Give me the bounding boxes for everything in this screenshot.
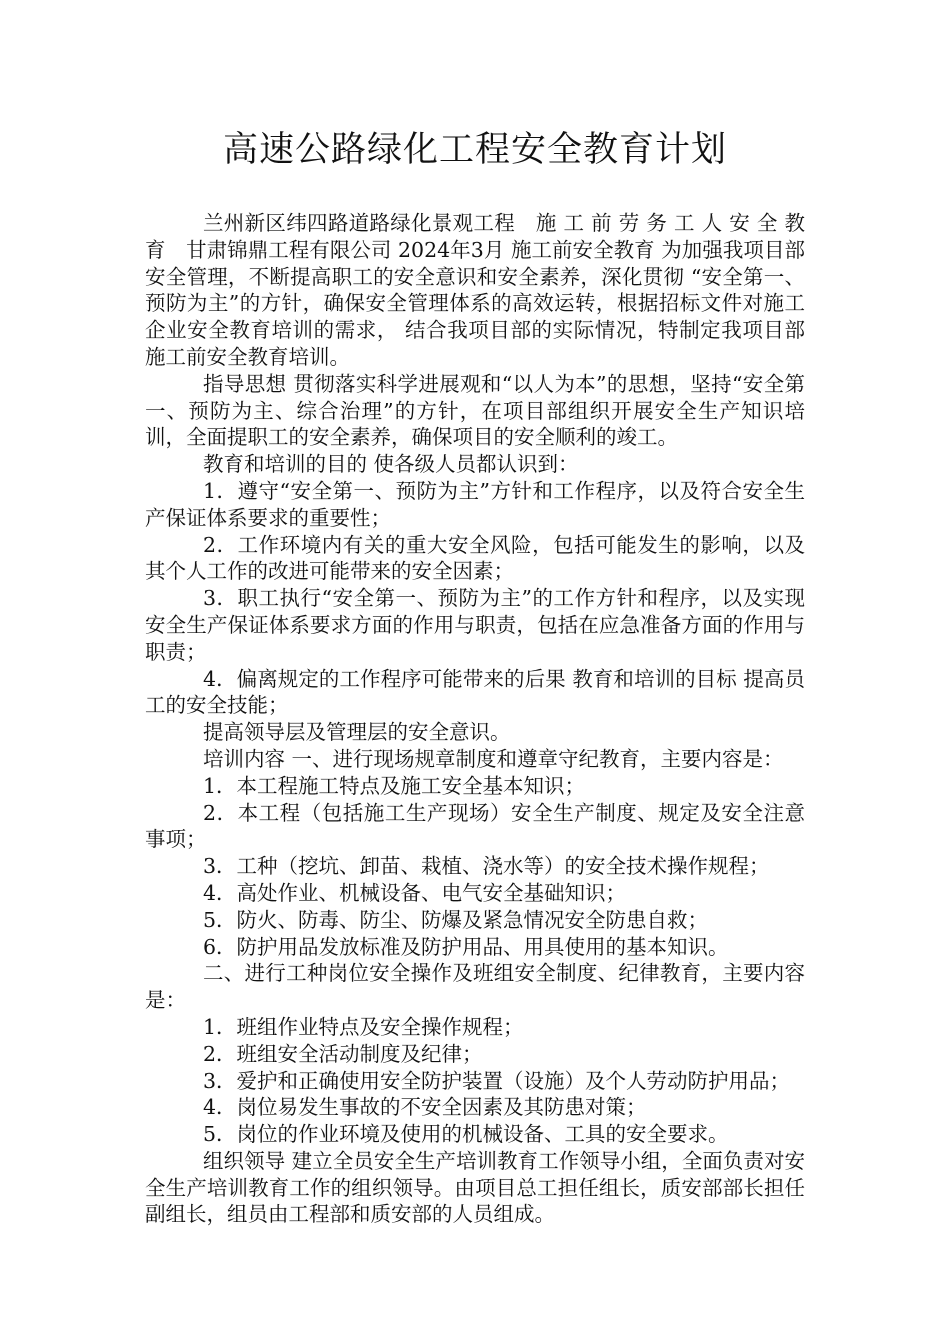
section-two-item: 1．班组作业特点及安全操作规程； [203, 1014, 524, 1039]
goal-item: 提高领导层及管理层的安全意识。 [203, 720, 511, 745]
paragraph-purpose-heading: 教育和培训的目的 使各级人员都认识到： [203, 452, 579, 477]
section-two-item: 5．岗位的作业环境及使用的机械设备、工具的安全要求。 [203, 1122, 729, 1147]
purpose-item: 4．偏离规定的工作程序可能带来的后果 教育和培训的目标 提高员工的安全技能； [145, 666, 805, 718]
content-item: 6．防护用品发放标准及防护用品、用具使用的基本知识。 [203, 934, 729, 959]
content-item: 4．高处作业、机械设备、电气安全基础知识； [203, 880, 627, 905]
purpose-item: 1．遵守“安全第一、预防为主”方针和工作程序，以及符合安全生产保证体系要求的重要性； [145, 478, 805, 530]
document-body [145, 210, 805, 1228]
section-two-item: 3．爱护和正确使用安全防护装置（设施）及个人劳动防护用品； [203, 1068, 791, 1093]
content-item: 2．本工程（包括施工生产现场）安全生产制度、规定及安全注意事项； [145, 800, 805, 852]
purpose-item: 2．工作环境内有关的重大安全风险，包括可能发生的影响，以及其个人工作的改进可能带来的安全因素； [145, 532, 805, 584]
purpose-item: 3．职工执行“安全第一、预防为主”的工作方针和程序，以及实现安全生产保证体系要求方面的作用与职责，包括在应急准备方面的作用与职责； [145, 586, 805, 664]
paragraph-organization: 组织领导 建立全员安全生产培训教育工作领导小组，全面负责对安全生产培训教育工作的组织领导。由项目总工担任组长，质安部部长担任副组长，组员由工程部和质安部的人员组成。 [145, 1148, 805, 1227]
paragraph-guiding-thought: 指导思想 贯彻落实科学进展观和“以人为本”的思想，坚持“安全第一、预防为主、综合治理”的方针，在项目部组织开展安全生产知识培训，全面提职工的安全素养，确保项目的安全顺利的竣工。 [145, 371, 805, 450]
content-item: 5．防火、防毒、防尘、防爆及紧急情况安全防患自救； [203, 907, 709, 932]
content-item: 3．工种（挖坑、卸苗、栽植、浇水等）的安全技术操作规程； [203, 854, 770, 879]
document-title: 高速公路绿化工程安全教育计划 [222, 130, 727, 170]
document-page [145, 122, 805, 1228]
section-two-item: 2．班组安全活动制度及纪律； [203, 1041, 483, 1066]
paragraph-training-content: 培训内容 一、进行现场规章制度和遵章守纪教育，主要内容是： [203, 746, 784, 771]
paragraph-section-two: 二、进行工种岗位安全操作及班组安全制度、纪律教育，主要内容是： [145, 961, 805, 1013]
section-two-item: 4．岗位易发生事故的不安全因素及其防患对策； [203, 1095, 647, 1120]
paragraph-intro: 兰州新区纬四路道路绿化景观工程 施 工 前 劳 务 工 人 安 全 教 育 甘肃锦鼎工程有限公司 2024年3月 施工前安全教育 为加强我项目部安全管理，不断提高职工的安全意识和安全素养，深化贯彻 “安全第一、预防为主”的方针，确保安全管理体系的高效运转，根据招标文件对施工企业安全教育培训的需求， 结合我项目部的实际情况，特制定我项目部施工前安全教育培训。 [145, 211, 805, 369]
content-item: 1．本工程施工特点及施工安全基本知识； [203, 773, 586, 798]
